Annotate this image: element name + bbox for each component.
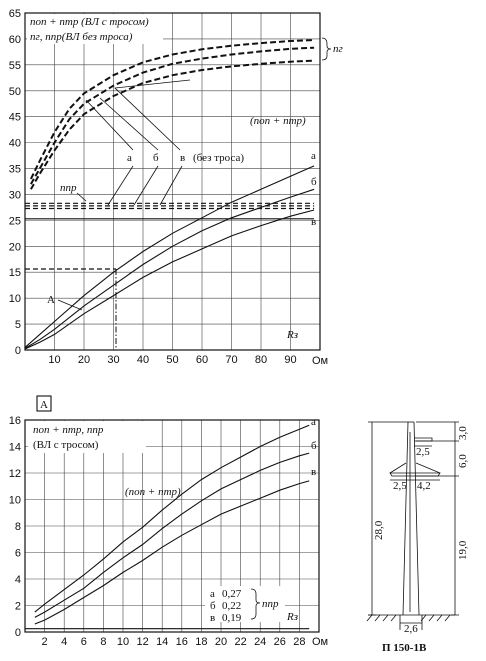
top-y-tick-labels: [9, 8, 21, 357]
top-chart: [9, 8, 344, 367]
tower-dim-mid-right: 4,2: [417, 480, 431, 492]
bottom-legend-line-2: (ВЛ с тросом): [33, 439, 99, 451]
top-y-tick-9: 45: [8, 111, 21, 124]
top-legend-line-1: nоп + nтр (ВЛ с тросом): [30, 16, 149, 28]
tower-dim-top-arm-label: 2,5: [416, 446, 430, 458]
right-letter-a: а: [311, 150, 316, 162]
bottom-y-tick-5: 10: [8, 494, 21, 507]
bottom-y-tick-4: 8: [14, 521, 21, 533]
bottom-sum-label: (nоп + nтр): [125, 486, 181, 498]
bottom-x-tick-4: 10: [116, 636, 130, 648]
tower-dim-left: [368, 422, 408, 615]
bottom-xlabel: Rз: [287, 611, 299, 623]
top-y-tick-4: 20: [8, 241, 21, 254]
tower-top-crossarm: [414, 438, 432, 441]
tower-dim-height: 28,0: [373, 520, 385, 540]
tower-dim-lower: 19,0: [457, 540, 469, 560]
bottom-y-tick-0: 0: [14, 627, 21, 639]
bottom-chart: [9, 396, 328, 648]
top-y-tick-6: 30: [8, 189, 21, 202]
top-y-tick-0: 0: [14, 345, 21, 357]
bottom-y-tick-labels: [9, 415, 21, 639]
top-y-tick-2: 10: [8, 293, 21, 306]
bottom-x-tick-11: 24: [254, 636, 267, 648]
tower-diagram: [367, 422, 469, 654]
tower-mast-left: [403, 422, 408, 615]
top-x-tick-2: 30: [107, 354, 120, 366]
bottom-y-tick-2: 4: [14, 574, 21, 586]
bottom-x-tick-8: 18: [195, 636, 208, 648]
top-y-tick-10: 50: [8, 85, 21, 98]
bottom-x-tick-13: 28: [293, 636, 306, 648]
top-y-tick-13: 65: [8, 8, 21, 20]
bottom-x-tick-10: 22: [234, 636, 247, 648]
tower-mid-brace-left: [390, 463, 406, 473]
top-legend-line-2: nг, nпр(ВЛ без троса): [30, 31, 133, 43]
npr-row-a-value: 0,27: [222, 588, 242, 600]
tower-dim-mid-left: 2,5: [393, 480, 407, 492]
ng-brace: [322, 38, 331, 60]
top-x-unit: Ом: [312, 355, 329, 367]
bottom-x-tick-0: 2: [41, 636, 48, 648]
top-x-tick-3: 40: [136, 354, 150, 366]
top-y-tick-3: 15: [8, 267, 21, 280]
top-series-5: [25, 210, 317, 349]
top-x-tick-7: 80: [254, 354, 268, 366]
tower-ground-hatch: [367, 615, 450, 621]
marker-a-label: A: [47, 294, 55, 306]
tower-dim-mid: 6,0: [457, 454, 469, 468]
npr-row-v-value: 0,19: [222, 612, 242, 624]
bottom-y-tick-8: 16: [8, 415, 21, 427]
ng-label: nг: [333, 43, 343, 55]
letter-b: б: [153, 152, 159, 164]
bottom-letter-b: б: [311, 440, 317, 452]
bottom-series-0: [35, 425, 309, 612]
letter-v: в: [180, 152, 186, 164]
tower-caption: П 150-1В: [382, 642, 427, 654]
bottom-y-tick-3: 6: [14, 547, 21, 560]
bottom-x-tick-7: 16: [175, 636, 188, 648]
bottom-x-tick-6: 14: [156, 636, 169, 648]
top-xlabel: Rз: [287, 329, 299, 341]
top-y-tick-7: 35: [8, 163, 21, 176]
right-letter-b: б: [311, 176, 317, 188]
leader-npr-v: [160, 166, 182, 205]
bottom-x-tick-3: 8: [100, 636, 107, 648]
bottom-legend-line-1: nоп + nтр, nпр: [33, 424, 104, 436]
bottom-letter-a: а: [311, 416, 316, 428]
bottom-x-tick-labels: [42, 636, 306, 648]
bottom-x-tick-12: 26: [273, 636, 286, 648]
letter-a: а: [127, 152, 132, 164]
bottom-x-tick-2: 6: [80, 636, 87, 648]
tower-mid-brace-right: [416, 463, 440, 473]
bottom-x-unit: Ом: [312, 636, 329, 648]
npr-label: nпр: [60, 182, 77, 194]
tower-dim-top: 3,0: [457, 426, 469, 440]
bottom-x-tick-5: 12: [136, 636, 149, 648]
top-y-tick-8: 40: [8, 137, 21, 150]
bottom-x-tick-1: 4: [61, 636, 68, 648]
sum-label: (nоп + nтр): [250, 115, 306, 127]
npr-row-v-letter: в: [210, 612, 216, 624]
top-y-tick-12: 60: [8, 33, 21, 46]
top-y-tick-11: 55: [8, 59, 21, 72]
bottom-y-tick-7: 14: [8, 441, 21, 454]
top-x-tick-8: 90: [284, 354, 297, 366]
top-x-tick-4: 50: [166, 354, 179, 366]
top-y-tick-5: 25: [8, 215, 21, 228]
bottom-letter-v: в: [311, 466, 317, 478]
leader-npr-a: [108, 166, 133, 205]
npr-row-b-value: 0,22: [222, 600, 242, 612]
bottom-npr-label: nпр: [262, 598, 279, 610]
inset-label: A: [40, 399, 48, 411]
npr-row-b-letter: б: [210, 600, 216, 612]
top-x-tick-0: 10: [48, 354, 61, 366]
top-x-tick-5: 60: [195, 354, 209, 366]
bottom-y-tick-1: 2: [14, 600, 21, 613]
top-x-tick-1: 20: [77, 354, 91, 366]
without-cable-note: (без троса): [193, 152, 245, 164]
top-y-tick-1: 5: [14, 319, 21, 332]
leader-npr-b: [134, 166, 158, 205]
top-x-tick-6: 70: [225, 354, 238, 366]
npr-row-a-letter: а: [210, 588, 215, 600]
right-letter-v: в: [311, 216, 317, 228]
bottom-x-tick-9: 20: [214, 636, 228, 648]
top-x-tick-labels: [48, 354, 296, 366]
tower-dim-base-label: 2,6: [404, 623, 418, 635]
bottom-y-tick-6: 12: [8, 468, 21, 480]
